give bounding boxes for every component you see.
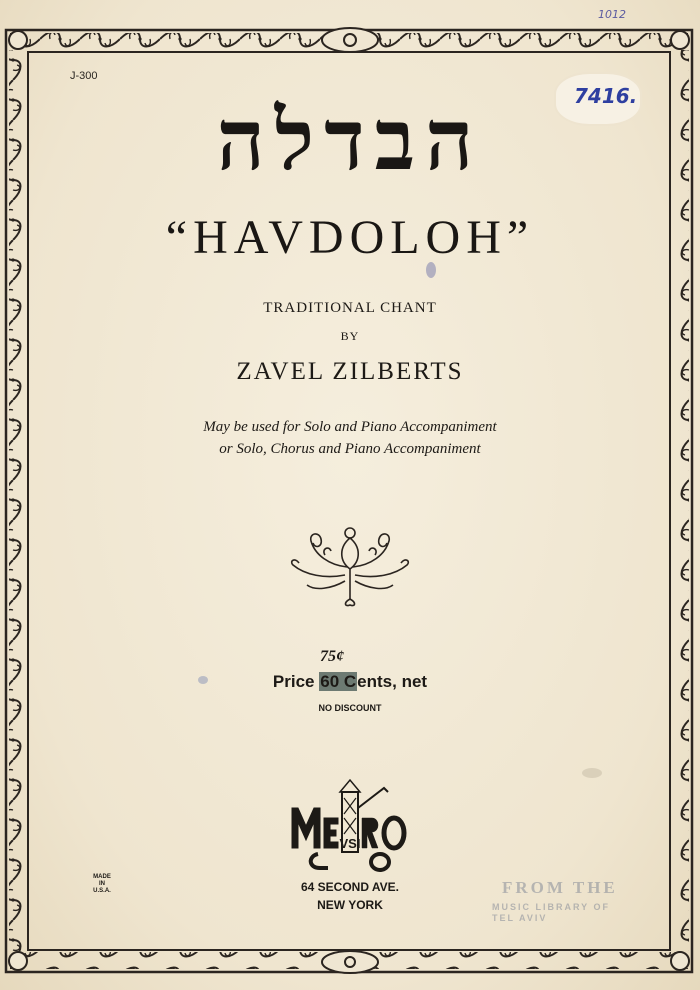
publisher-logo [288, 778, 412, 874]
made-line-1: MADE [93, 874, 111, 880]
discount-note: NO DISCOUNT [318, 703, 382, 713]
stain-spot [582, 768, 602, 778]
usage-line-1: May be used for Solo and Piano Accompaniment [203, 419, 497, 435]
inventory-sticker [556, 74, 640, 124]
by-label: BY [340, 329, 360, 343]
catalog-number: J-300 [70, 70, 98, 82]
pencil-number: 1012 [598, 8, 626, 21]
composer-name: ZAVEL ZILBERTS [236, 358, 464, 385]
inventory-number: 7416. [574, 84, 638, 108]
price-suffix: ents, net [357, 672, 428, 691]
made-in-usa-mark [90, 874, 114, 895]
page-title: “HAVDOLOH” [165, 211, 535, 264]
stamp-line-3: TEL AVIV [492, 913, 548, 923]
hebrew-title: הבדלה [216, 90, 484, 189]
ornament-icon [285, 525, 415, 607]
address-city: NEW YORK [317, 898, 383, 912]
svg-text:VSI: VSI [339, 836, 361, 851]
stamp-lines [492, 902, 662, 924]
price-line [150, 672, 550, 692]
library-stamp [486, 876, 672, 938]
price-label: Price [272, 672, 315, 691]
struck-price: 60 C [320, 672, 357, 691]
address-street: 64 SECOND AVE. [300, 880, 400, 894]
subtitle: TRADITIONAL CHANT [263, 300, 437, 316]
stamp-line-2: MUSIC LIBRARY OF [492, 902, 611, 912]
stamp-line-1: FROM THE [502, 878, 618, 897]
made-line-2: IN [99, 881, 105, 887]
usage-line-2: or Solo, Chorus and Piano Accompaniment [219, 441, 481, 457]
made-line-3: U.S.A. [93, 888, 111, 894]
ink-mark [426, 262, 436, 278]
ink-spot [198, 676, 208, 684]
publisher-address [200, 878, 500, 914]
handwritten-price: 75¢ [320, 648, 344, 665]
usage-note [120, 416, 580, 460]
